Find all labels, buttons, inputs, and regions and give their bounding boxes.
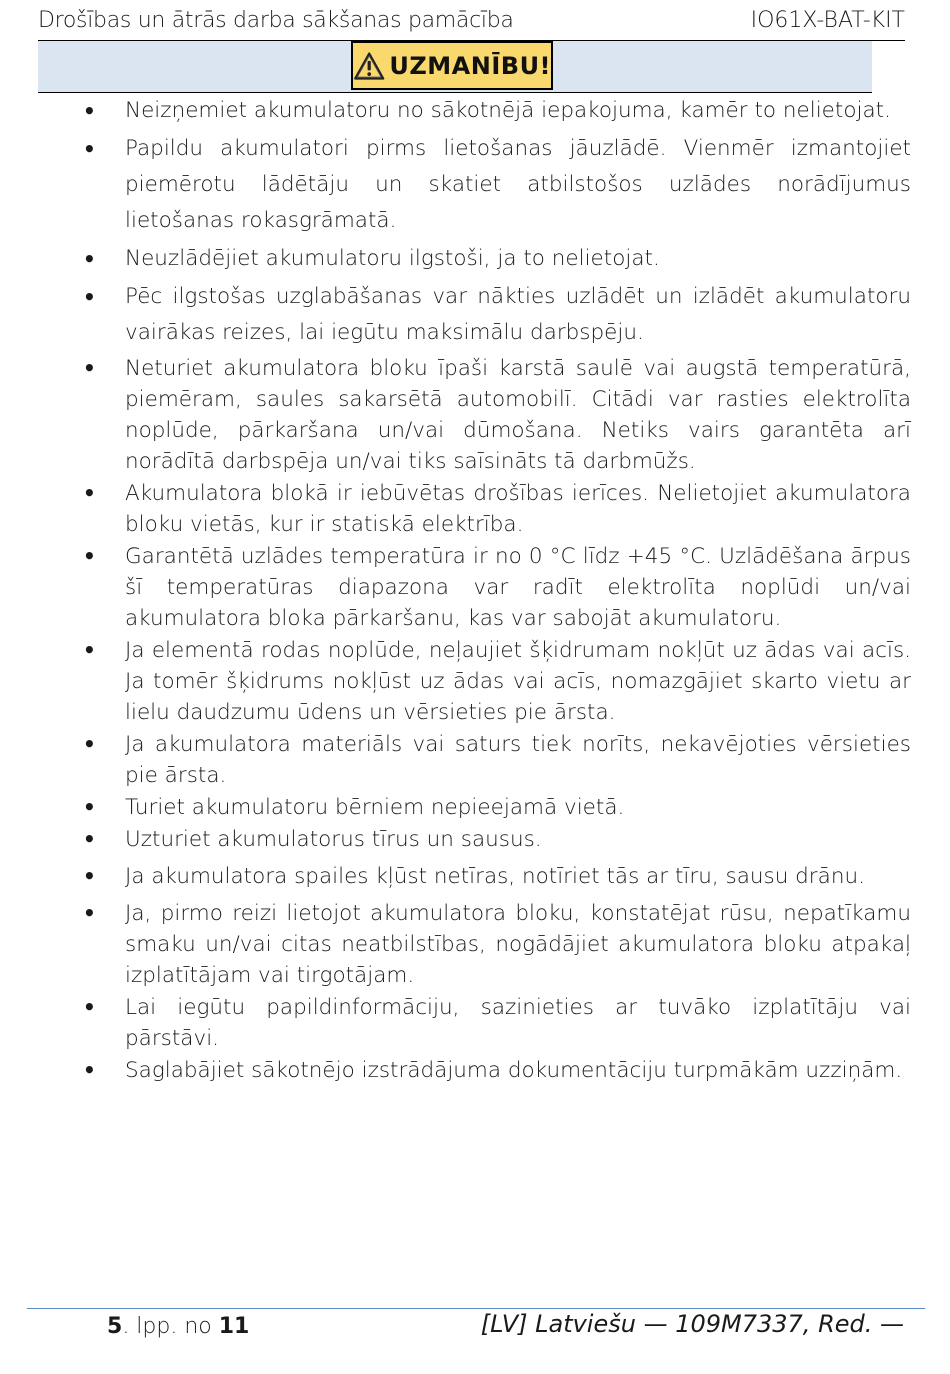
list-item: [83, 279, 911, 351]
bullet-icon: •: [83, 732, 96, 756]
list-item-text: Turiet akumulatoru bērniem nepieejamā vietā.: [125, 795, 625, 820]
model-number: IO61X-BAT-KIT: [750, 8, 905, 33]
page-counter-label: . lpp. no: [122, 1314, 219, 1339]
list-item: [83, 861, 911, 892]
footer-rule: [27, 1308, 925, 1309]
list-item-text: Ja elementā rodas noplūde, neļaujiet šķidrumam nokļūt uz ādas vai acīs. Ja tomēr šķidrums nokļūst uz ādas vai acīs, nomazgājiet skarto vietu ar lielu daudzumu ūdens un vērsieties pie ārsta.: [125, 638, 911, 725]
list-item-text: Ja, pirmo reizi lietojot akumulatora bloku, konstatējat rūsu, nepatīkamu smaku un/vai citas neatbilstības, nogādājiet akumulatora bloku atpakaļ izplatītājam vai tirgotājam.: [125, 901, 911, 988]
list-item: [83, 992, 911, 1054]
warning-triangle-icon: [353, 46, 385, 86]
bullet-icon: •: [83, 827, 96, 851]
list-item-text: Neturiet akumulatora bloku īpaši karstā saulē vai augstā temperatūrā, piemēram, saules sakarsētā automobilī. Citādi var rasties elektrolīta noplūde, pārkaršana un/vai dūmošana. Netiks vairs garantēta arī norādītā darbspēja un/vai tiks saīsināts tā darbmūžs.: [125, 356, 911, 474]
document-reference: [LV] Latviešu — 109M7337, Red. —: [480, 1310, 904, 1338]
list-item: [83, 478, 911, 540]
bullet-icon: •: [83, 285, 96, 309]
list-item: [83, 824, 911, 855]
bullet-icon: •: [83, 995, 96, 1019]
list-item-text: Ja akumulatora spailes kļūst netīras, notīriet tās ar tīru, sausu drānu.: [125, 864, 865, 889]
list-item: [83, 792, 911, 823]
page-number: 5: [107, 1314, 123, 1339]
bullet-icon: •: [83, 481, 96, 505]
list-item-text: Neuzlādējiet akumulatoru ilgstoši, ja to nelietojat.: [125, 246, 660, 271]
bullet-icon: •: [83, 864, 96, 888]
page-counter: [107, 1314, 249, 1339]
list-item: [83, 729, 911, 791]
list-item: [83, 635, 911, 728]
page-total: 11: [218, 1314, 250, 1339]
bullet-icon: •: [83, 99, 96, 123]
bullet-icon: •: [83, 901, 96, 925]
list-item-text: Saglabājiet sākotnējo izstrādājuma dokumentāciju turpmākām uzziņām.: [125, 1058, 903, 1083]
bullet-icon: •: [83, 795, 96, 819]
list-item-text: Neizņemiet akumulatoru no sākotnējā iepakojuma, kamēr to nelietojat.: [125, 98, 891, 123]
bullet-icon: •: [83, 1058, 96, 1082]
list-item: [83, 131, 911, 239]
caution-label: UZMANĪBU!: [389, 51, 551, 80]
list-item-text: Pēc ilgstošas uzglabāšanas var nākties uzlādēt un izlādēt akumulatoru vairākas reizes, lai iegūtu maksimālu darbspēju.: [125, 284, 911, 345]
bullet-icon: •: [83, 544, 96, 568]
page-header: [38, 6, 905, 41]
list-item-text: Akumulatora blokā ir iebūvētas drošības ierīces. Nelietojiet akumulatora bloku vietās, kur ir statiskā elektrība.: [125, 481, 911, 537]
bullet-icon: •: [83, 137, 96, 161]
list-item: [83, 541, 911, 634]
list-item: [83, 93, 911, 129]
list-item-text: Uzturiet akumulatorus tīrus un sausus.: [125, 827, 542, 852]
list-item: [83, 1055, 911, 1086]
list-item-text: Garantētā uzlādes temperatūra ir no 0 °C līdz +45 °C. Uzlādēšana ārpus šī temperatūras diapazona var radīt elektrolīta noplūdi un/vai akumulatora bloka pārkaršanu, kas var sabojāt akumulatoru.: [125, 544, 911, 631]
list-item: [83, 898, 911, 991]
list-item-text: Papildu akumulatori pirms lietošanas jāuzlādē. Vienmēr izmantojiet piemērotu lādētāju un skatiet atbilstošos uzlādes norādījumus lietošanas rokasgrāmatā.: [125, 136, 911, 233]
safety-bullet-list: [0, 93, 950, 1086]
list-item-text: Lai iegūtu papildinformāciju, sazinieties ar tuvāko izplatītāju vai pārstāvi.: [125, 995, 911, 1051]
caution-label-box: [351, 41, 553, 90]
bullet-icon: •: [83, 356, 96, 380]
document-title: Drošības un ātrās darba sākšanas pamācība: [38, 8, 514, 33]
bullet-icon: •: [83, 638, 96, 662]
bullet-icon: •: [83, 247, 96, 271]
list-item: [83, 241, 911, 277]
list-item: [83, 353, 911, 477]
list-item-text: Ja akumulatora materiāls vai saturs tiek norīts, nekavējoties vērsieties pie ārsta.: [125, 732, 911, 788]
caution-banner: [38, 41, 872, 93]
